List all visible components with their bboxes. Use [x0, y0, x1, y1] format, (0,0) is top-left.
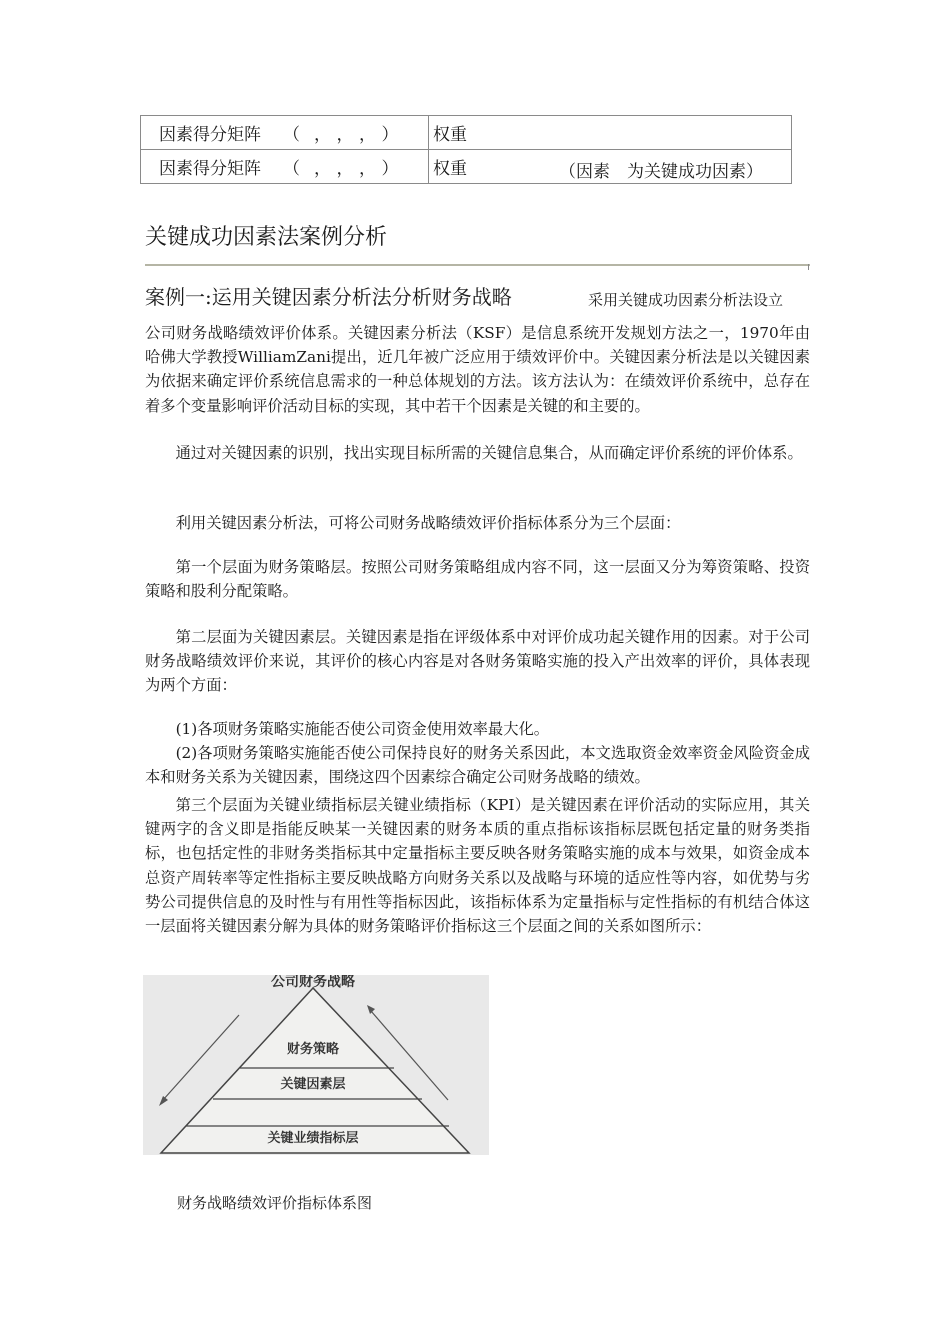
table-cell — [429, 150, 792, 184]
table-cell — [429, 116, 792, 150]
paragraph-level-three: 第三个层面为关键业绩指标层关键业绩指标（KPI）是关键因素在评价活动的实际应用，其关键两字的含义即是指能反映某一关键因素的财务本质的重点指标该指标层既包括定量的财务类指标，也包括定性的非财务类指标其中定量指标主要反映各财务策略实施的成本与效果，如资金成本总资产周转率等定性指标主要反映战略方向财务关系以及战略与环境的适应性等内容，如优势与劣势公司提供信息的及时性与有用性等指标因此，该指标体系为定量指标与定性指标的有机结合体这一层面将关键因素分解为具体的财务策略评价指标这三个层面之间的关系如图所示： — [145, 796, 810, 936]
row-note: （因素 为关键成功因素） — [559, 162, 763, 182]
paragraph-level-two: 第二层面为关键因素层。关键因素是指在评级体系中对评价成功起关键作用的因素。对于公司财务战略绩效评价来说，其评价的核心内容是对各财务策略实施的投入产出效率的评价，具体表现为两个方面： — [145, 628, 810, 695]
factor-table — [140, 115, 792, 184]
pyramid-layer-2: 关键因素层 — [280, 1077, 346, 1092]
pyramid-diagram — [143, 975, 489, 1155]
row-weight: 权重 — [433, 159, 467, 179]
table-row — [141, 116, 792, 150]
paragraph-three-levels: 利用关键因素分析法，可将公司财务战略绩效评价指标体系分为三个层面： — [175, 514, 681, 532]
paragraph-level-one: 第一个层面为财务策略层。按照公司财务策略组成内容不同，这一层面又分为筹资策略、投资策略和股利分配策略。 — [145, 558, 810, 601]
row-label: 因素得分矩阵 — [159, 125, 261, 145]
pyramid-layer-1: 财务策略 — [286, 1042, 340, 1057]
row-parens: （，，，） — [283, 159, 413, 179]
table-row — [141, 150, 792, 184]
section-title: 关键成功因素法案例分析 — [145, 225, 388, 250]
divider — [145, 264, 810, 266]
table-cell — [141, 116, 429, 150]
pyramid-top-label: 公司财务战略 — [271, 975, 355, 990]
row-weight: 权重 — [433, 125, 467, 145]
row-label: 因素得分矩阵 — [159, 159, 261, 179]
row-parens: （，，，） — [283, 125, 413, 145]
case-right-text: 采用关键成功因素分析法设立 — [588, 291, 784, 309]
paragraph-item-two: (2)各项财务策略实施能否使公司保持良好的财务关系因此，本文选取资金效率资金风险资金成本和财务关系为关键因素，围绕这四个因素综合确定公司财务战略的绩效。 — [145, 744, 810, 787]
pyramid-layer-3: 关键业绩指标层 — [267, 1131, 359, 1146]
divider-end — [808, 264, 809, 270]
case-title: 案例一:运用关键因素分析法分析财务战略 — [145, 285, 512, 309]
paragraph-intro: 公司财务战略绩效评价体系。关键因素分析法（KSF）是信息系统开发规划方法之一，1970年由哈佛大学教授WilliamZani提出，近几年被广泛应用于绩效评价中。关键因素分析法是以关键因素为依据来确定评价系统信息需求的一种总体规划的方法。该方法认为：在绩效评价系统中，总存在着多个变量影响评价活动目标的实现，其中若干个因素是关键的和主要的。 — [145, 324, 810, 415]
figure-caption: 财务战略绩效评价指标体系图 — [177, 1194, 373, 1212]
paragraph-identify: 通过对关键因素的识别，找出实现目标所需的关键信息集合，从而确定评价系统的评价体系。 — [175, 444, 803, 462]
pyramid-figure — [143, 975, 489, 1155]
table-cell — [141, 150, 429, 184]
paragraph-item-one: (1)各项财务策略实施能否使公司资金使用效率最大化。 — [175, 720, 550, 738]
